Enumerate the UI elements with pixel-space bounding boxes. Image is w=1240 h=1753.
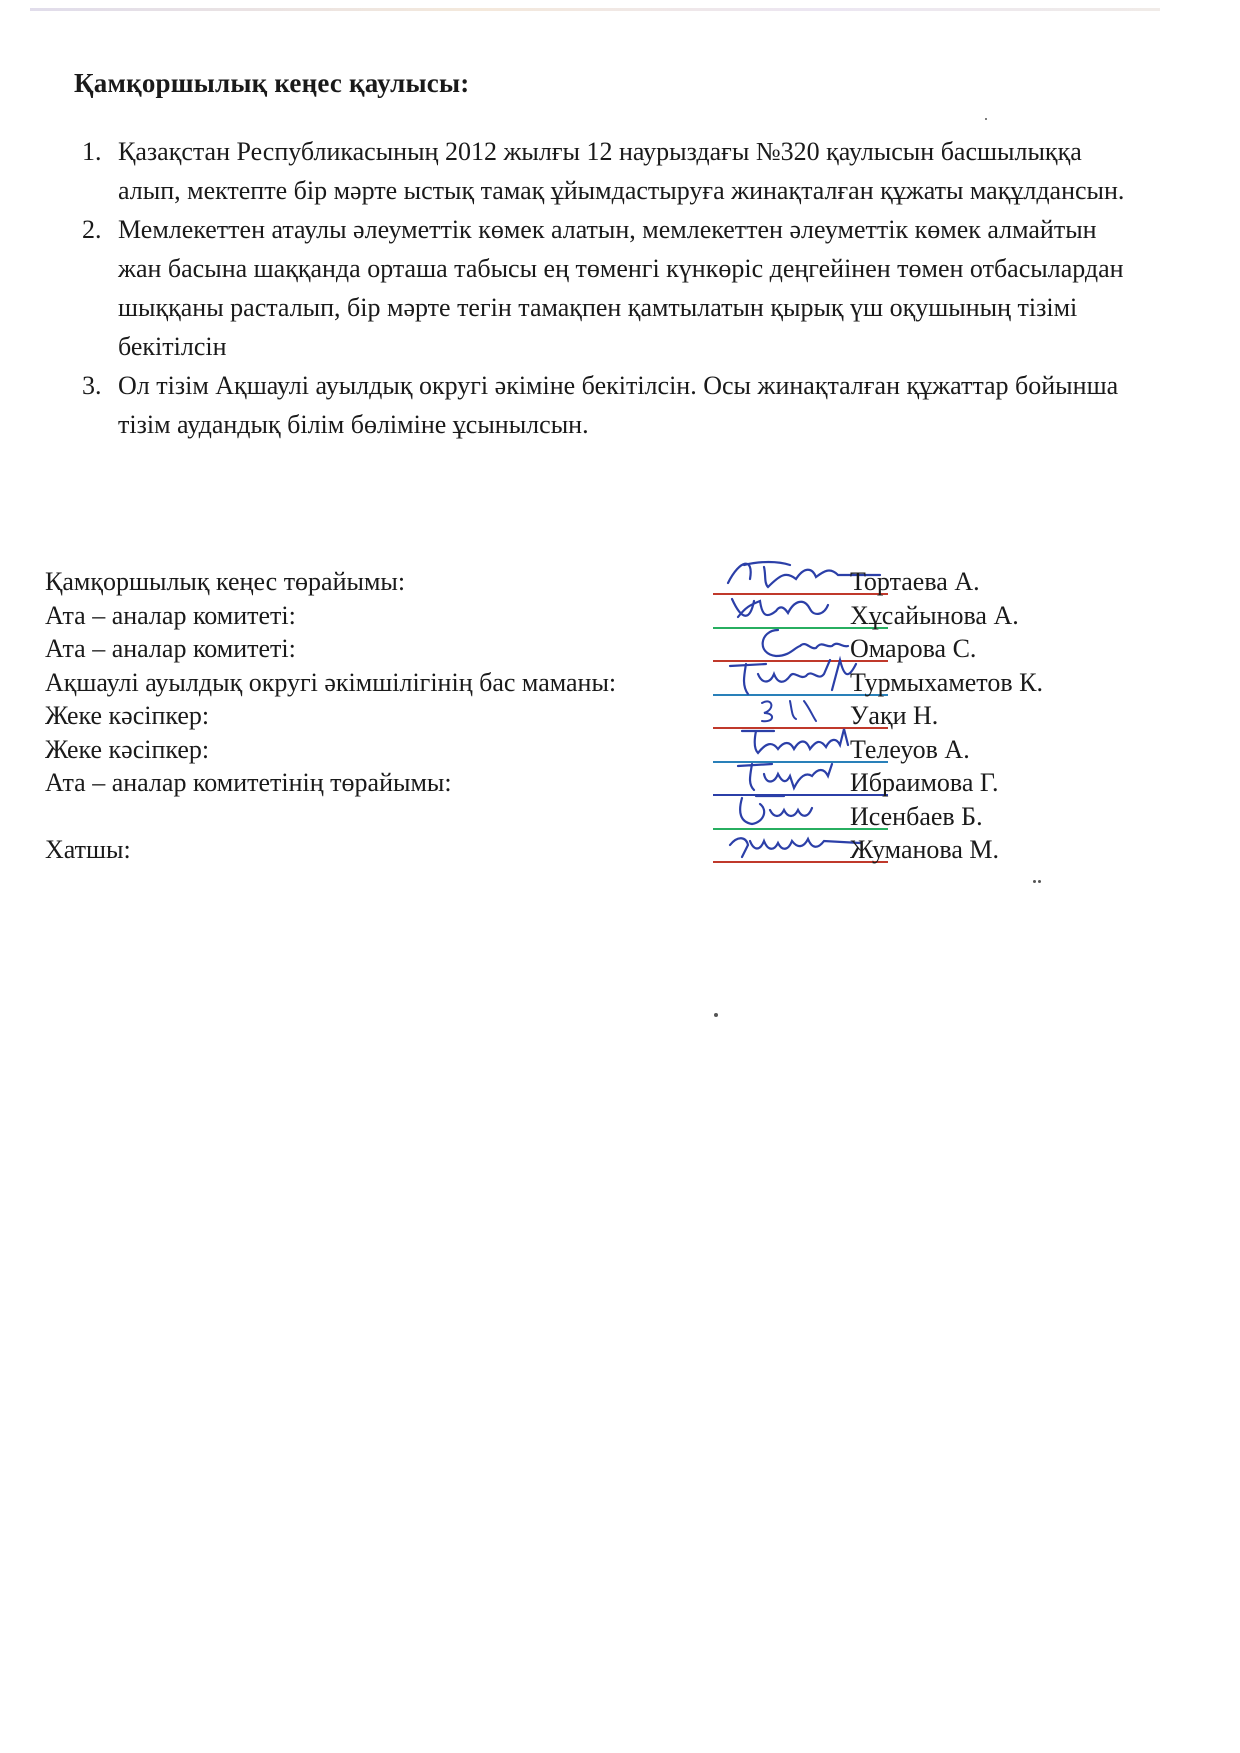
signatory-name: Хұсайынова А. <box>850 600 1019 630</box>
signature-row <box>45 800 1145 834</box>
scan-speck <box>1033 880 1036 883</box>
resolution-text: Қазақстан Республикасының 2012 жылғы 12 наурыздағы №320 қаулысын басшылыққа алып, мектепте бір мәрте ыстық тамақ ұйымдастыруға жинақталған құжаты мақұлдансын. <box>118 137 1125 205</box>
signatory-role: Жеке кәсіпкер: <box>45 734 210 764</box>
resolution-list <box>0 132 1240 444</box>
resolution-item <box>0 132 1128 210</box>
signatory-role: Ақшаулі ауылдық округі әкімшілігінің бас маманы: <box>45 667 617 697</box>
signatory-name: Уақи Н. <box>850 701 939 730</box>
signature-row <box>45 565 1145 599</box>
signatory-name: Жуманова М. <box>850 835 1000 864</box>
page-top-edge <box>30 8 1160 11</box>
resolution-number: 2. <box>82 215 102 244</box>
signature-row <box>45 699 1145 733</box>
resolution-number: 3. <box>82 371 102 400</box>
signature-row <box>45 632 1145 666</box>
signatory-name: Исенбаев Б. <box>850 801 983 831</box>
resolution-item <box>0 366 1128 444</box>
signatory-role: Қамқоршылық кеңес төрайымы: <box>45 567 406 596</box>
signatory-name: Тортаева А. <box>850 567 980 596</box>
scan-speck <box>714 1013 718 1017</box>
resolution-item <box>0 210 1128 366</box>
signatory-role: Хатшы: <box>45 835 131 864</box>
signatory-name: Ибраимова Г. <box>850 768 999 797</box>
signature-block <box>45 565 1145 867</box>
signatory-role: Жеке кәсіпкер: <box>45 701 210 730</box>
signatory-role: Ата – аналар комитеті: <box>45 634 296 663</box>
signatory-name: Омарова С. <box>850 634 977 663</box>
scan-speck <box>985 118 987 120</box>
resolution-text: Ол тізім Ақшаулі ауылдық округі әкіміне бекітілсін. Осы жинақталған құжаттар бойынша тізім аудандық білім бөліміне ұсынылсын. <box>118 371 1119 439</box>
signature-row <box>45 766 1145 800</box>
document-heading: Қамқоршылық кеңес қаулысы: <box>74 68 470 98</box>
resolution-text: Мемлекеттен атаулы әлеуметтік көмек алатын, мемлекеттен әлеуметтік көмек алмайтын жан басына шаққанда орташа табысы ең төменгі күнкөріс деңгейінен төмен отбасылардан шыққаны расталып, бір мәрте тегін тамақпен қамтылатын қырық үш оқушының тізімі бекітілсін <box>118 215 1124 361</box>
signature-row <box>45 833 1145 867</box>
signature-row <box>45 733 1145 767</box>
signature-row <box>45 666 1145 700</box>
signature-row <box>45 599 1145 633</box>
signatory-role: Ата – аналар комитетінің төрайымы: <box>45 768 452 797</box>
scan-speck <box>1038 880 1041 883</box>
signatory-role: Ата – аналар комитеті: <box>45 600 296 630</box>
signatory-name: Турмыхаметов К. <box>850 667 1043 697</box>
resolution-number: 1. <box>82 137 102 166</box>
signatory-name: Телеуов А. <box>850 734 970 764</box>
